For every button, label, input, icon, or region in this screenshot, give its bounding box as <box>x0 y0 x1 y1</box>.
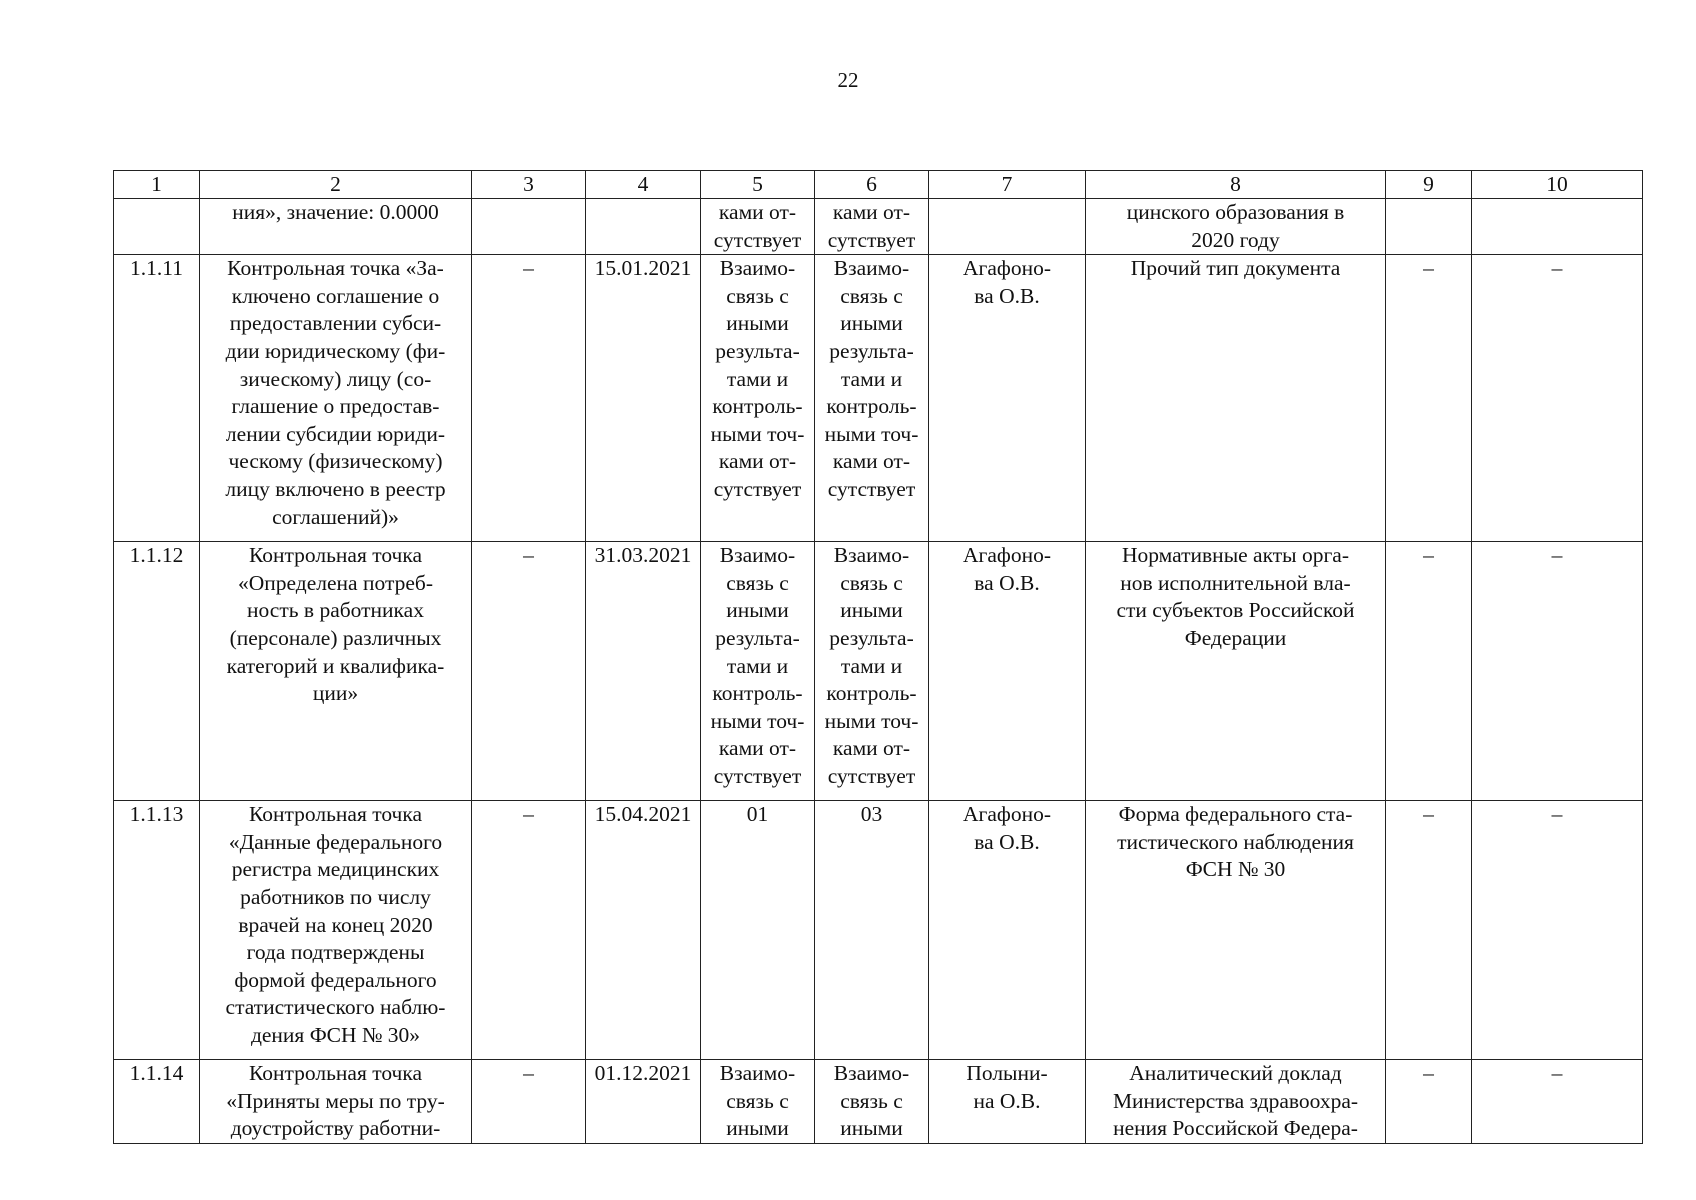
cell-col3: – <box>472 255 586 542</box>
column-header: 9 <box>1386 171 1472 199</box>
cell-col6: ками от- сутствует <box>815 199 929 255</box>
cell-col9: – <box>1386 255 1472 542</box>
column-header: 2 <box>200 171 472 199</box>
cell-name: Контрольная точка «Приняты меры по тру- доустройству работни- <box>200 1060 472 1144</box>
cell-name: ния», значение: 0.0000 <box>200 199 472 255</box>
cell-date: 31.03.2021 <box>586 542 701 801</box>
cell-document: цинского образования в 2020 году <box>1086 199 1386 255</box>
cell-col5: Взаимо- связь с иными <box>701 1060 815 1144</box>
cell-col9 <box>1386 199 1472 255</box>
column-header: 10 <box>1472 171 1643 199</box>
column-header: 6 <box>815 171 929 199</box>
cell-col3: – <box>472 1060 586 1144</box>
cell-col9: – <box>1386 801 1472 1060</box>
column-header: 8 <box>1086 171 1386 199</box>
cell-document: Аналитический доклад Министерства здравоохра- нения Российской Федера- <box>1086 1060 1386 1144</box>
column-header: 5 <box>701 171 815 199</box>
cell-document: Нормативные акты орга- нов исполнительной вла- сти субъектов Российской Федерации <box>1086 542 1386 801</box>
cell-date: 01.12.2021 <box>586 1060 701 1144</box>
column-header: 3 <box>472 171 586 199</box>
cell-responsible: Агафоно- ва О.В. <box>929 801 1086 1060</box>
cell-name: Контрольная точка «Определена потреб- ность в работниках (персонале) различных категорий и квалифика- ции» <box>200 542 472 801</box>
cell-col9: – <box>1386 542 1472 801</box>
cell-col10: – <box>1472 1060 1643 1144</box>
column-header: 7 <box>929 171 1086 199</box>
cell-date: 15.04.2021 <box>586 801 701 1060</box>
table-row <box>114 1060 1643 1144</box>
cell-responsible: Агафоно- ва О.В. <box>929 542 1086 801</box>
cell-col5: Взаимо- связь с иными результа- тами и контроль- ными точ- ками от- сутствует <box>701 255 815 542</box>
cell-col3 <box>472 199 586 255</box>
column-header: 4 <box>586 171 701 199</box>
cell-number: 1.1.11 <box>114 255 200 542</box>
cell-col6: Взаимо- связь с иными результа- тами и контроль- ными точ- ками от- сутствует <box>815 542 929 801</box>
cell-col6: Взаимо- связь с иными результа- тами и контроль- ными точ- ками от- сутствует <box>815 255 929 542</box>
cell-col9: – <box>1386 1060 1472 1144</box>
cell-col3: – <box>472 542 586 801</box>
cell-col5: ками от- сутствует <box>701 199 815 255</box>
cell-col10: – <box>1472 255 1643 542</box>
table-row <box>114 542 1643 801</box>
cell-document: Форма федерального ста- тистического наблюдения ФСН № 30 <box>1086 801 1386 1060</box>
table-row <box>114 801 1643 1060</box>
control-points-table <box>113 170 1643 1144</box>
column-header: 1 <box>114 171 200 199</box>
cell-responsible: Полыни- на О.В. <box>929 1060 1086 1144</box>
table-row <box>114 199 1643 255</box>
cell-col6: 03 <box>815 801 929 1060</box>
table-row <box>114 255 1643 542</box>
cell-responsible <box>929 199 1086 255</box>
cell-number: 1.1.14 <box>114 1060 200 1144</box>
cell-date <box>586 199 701 255</box>
cell-number <box>114 199 200 255</box>
cell-col5: Взаимо- связь с иными результа- тами и контроль- ными точ- ками от- сутствует <box>701 542 815 801</box>
cell-col10: – <box>1472 542 1643 801</box>
cell-name: Контрольная точка «За- ключено соглашение о предоставлении субси- дии юридическому (фи- зическому) лицу (со- глашение о предостав- лении субсидии юриди- ческому (физическому) лицу включено в реестр соглашений)» <box>200 255 472 542</box>
cell-number: 1.1.13 <box>114 801 200 1060</box>
cell-col6: Взаимо- связь с иными <box>815 1060 929 1144</box>
cell-col10: – <box>1472 801 1643 1060</box>
cell-col5: 01 <box>701 801 815 1060</box>
cell-number: 1.1.12 <box>114 542 200 801</box>
cell-date: 15.01.2021 <box>586 255 701 542</box>
cell-col10 <box>1472 199 1643 255</box>
table-header-row <box>114 171 1643 199</box>
cell-responsible: Агафоно- ва О.В. <box>929 255 1086 542</box>
cell-document: Прочий тип документа <box>1086 255 1386 542</box>
page-number: 22 <box>837 68 859 92</box>
cell-name: Контрольная точка «Данные федерального регистра медицинских работников по числу врачей на конец 2020 года подтверждены формой федерального статистического наблю- дения ФСН № 30» <box>200 801 472 1060</box>
cell-col3: – <box>472 801 586 1060</box>
